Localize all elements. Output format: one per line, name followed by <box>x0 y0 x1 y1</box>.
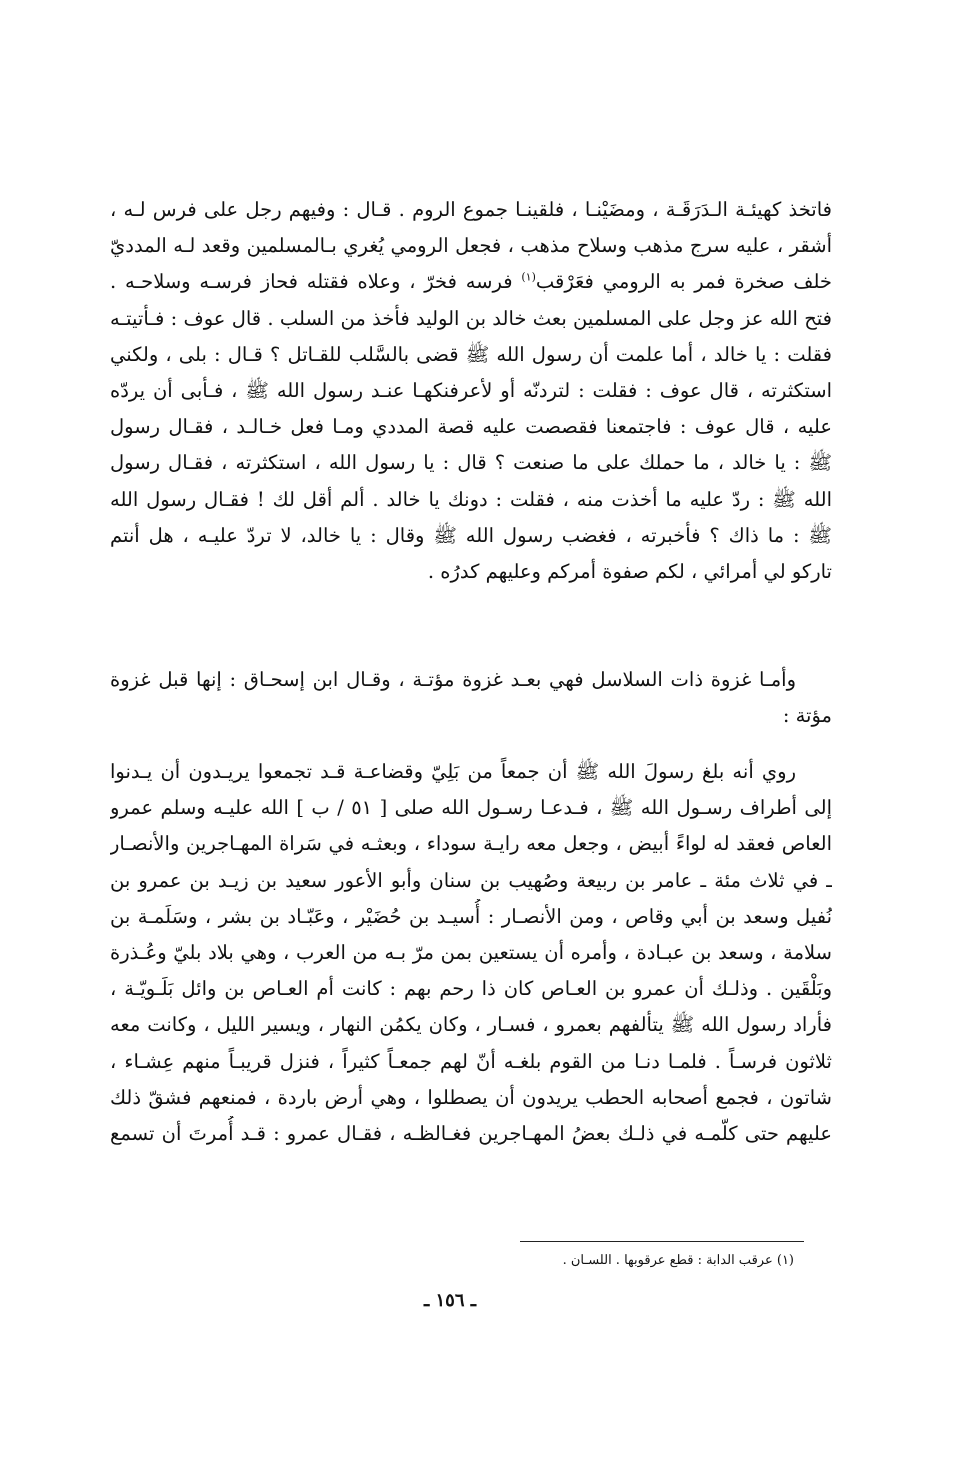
text-line: شاتون ، فجمع أصحابه الحطب يريدون أن يصطلوا ، وهي أرض باردة ، فمنعهم فشقّ ذلك <box>110 1085 832 1109</box>
text-segment: فرسه فخرّ ، وعلاه فقتله فحاز فرسـه وسلاحـه . <box>110 270 513 294</box>
text-line: عليه ، قال عوف : فاجتمعنا فقصصت عليه قصة المددي ومـا فعل خـالـد ، فقـال رسول <box>110 415 832 439</box>
text-line: سلامة ، وسعد بن عبـادة ، وأمره أن يستعين بمن مرّ بـه من العرب ، وهي بلاد بليّ وعُـذرة <box>110 940 832 964</box>
text-line: تاركو لي أمرائي ، لكم صفوة أمركم وعليهم كدرُه . <box>427 559 832 583</box>
text-line: فاتخذ كهيئـة الـدَرَقَـة ، ومضَيْنـا ، فلقينـا جموع الروم . قـال : وفيهم رجل على فرس لـه ، <box>110 198 832 221</box>
paragraph-3 <box>110 754 832 1152</box>
text-line: فأراد رسول الله ﷺ يتألفهم بعمرو ، فسـار ، وكان يكمُن النهار ، ويسير الليل ، وكانت معه <box>110 1013 832 1037</box>
text-line: العاص فعقد له لواءً أبيض ، وجعل معه رايـة سوداء ، وبعثـه في سَراة المهـاجرين والأنصـار <box>110 832 832 856</box>
footnote: (١) عرقب الدابة : قطع عرقوبها . اللسـان . <box>562 1253 794 1268</box>
text-line: نُفيل وسعد بن أبي وقاص ، ومن الأنصـار : أُسيـد بن حُضَيْر ، وعَبّـاد بن بشر ، وسَلَمـة بن <box>110 904 832 928</box>
footnote-divider <box>520 1241 804 1242</box>
text-line: أشقر ، عليه سرج مذهب وسلاح مذهب ، فجعل الرومي يُغري بـالمسلمين وقعد لـه المدديّ <box>110 234 832 258</box>
text-line: مؤتة : <box>782 704 832 728</box>
text-line: ﷺ : ما ذاك ؟ فأخبرته ، فغضب رسول الله ﷺ وقال : يا خالد، لا تردّ عليـه ، هل أنتم <box>110 523 832 547</box>
text-line: ـ في ثلاث مئة ـ عامر بن ربيعة وصُهيب بن سنان وأبو الأعور سعيد بن زيـد بن عمرو بن <box>110 868 832 892</box>
text-line: عليهم حتى كلّمـه في ذلـك بعضُ المهـاجرين فغـالظـه ، فقـال عمرو : قـد أُمرتَ أن تسمع <box>110 1121 832 1145</box>
text-line: روي أنه بلغ رسولَ الله ﷺ أن جمعاً من بَلِيّ وقضاعـة قـد تجمعوا يريـدون أن يـدنوا <box>110 760 796 783</box>
text-segment: خلف صخرة فمر به الرومي فعَرْقب <box>535 270 832 294</box>
text-line: فتح الله عز وجل على المسلمين بعث خالد بن الوليد فأخذ من السلب . قال عوف : فـأتيتـه <box>110 306 832 330</box>
footnote-marker: (١) <box>521 270 536 284</box>
text-line <box>110 264 832 300</box>
text-line: ثلاثون فرسـاً . فلمـا دنـا من القوم بلغـه أنّ لهم جمعـاً كثيراً ، فنزل قريبـاً منهم عِشـاء ، <box>110 1049 832 1073</box>
text-line: وبَلْقَين . وذلـك أن عمرو بن العـاص كان ذا رحم بهم : كانت أم العـاص بن وائل بَلَـويّـة ، <box>110 977 832 1001</box>
page-number: ـ ١٥٦ ـ <box>423 1290 477 1311</box>
text-line: ﷺ : يا خالد ، ما حملك على ما صنعت ؟ قال : يا رسول الله ، استكثرته ، فقـال رسول <box>110 451 832 475</box>
text-line: استكثرته ، قال عوف : فقلت : لتردنّه أو لأعرفنكهـا عنـد رسول الله ﷺ ، فـأبى أن يردّه <box>110 378 832 402</box>
text-line: فقلت : يا خالد ، أما علمت أن رسول الله ﷺ قضى بالسَّلب للقـاتل ؟ قـال : بلى ، ولكني <box>110 342 832 366</box>
text-line: وأمـا غزوة ذات السلاسل فهي بعـد غزوة مؤتـة ، وقـال ابن إسحـاق : إنها قبل غزوة <box>110 668 796 691</box>
text-line: إلى أطراف رسـول الله ﷺ ، فـدعـا رسـول الله صلى [ ٥١ / ب ] الله عليـه وسلم عمرو <box>110 796 832 820</box>
paragraph-2 <box>110 662 832 734</box>
text-line: الله ﷺ : ردّ عليه ما أخذت منه ، فقلت : دونك يا خالد . ألم أقل لك ! فقـال رسول الله <box>110 487 832 511</box>
paragraph-1 <box>110 192 832 590</box>
